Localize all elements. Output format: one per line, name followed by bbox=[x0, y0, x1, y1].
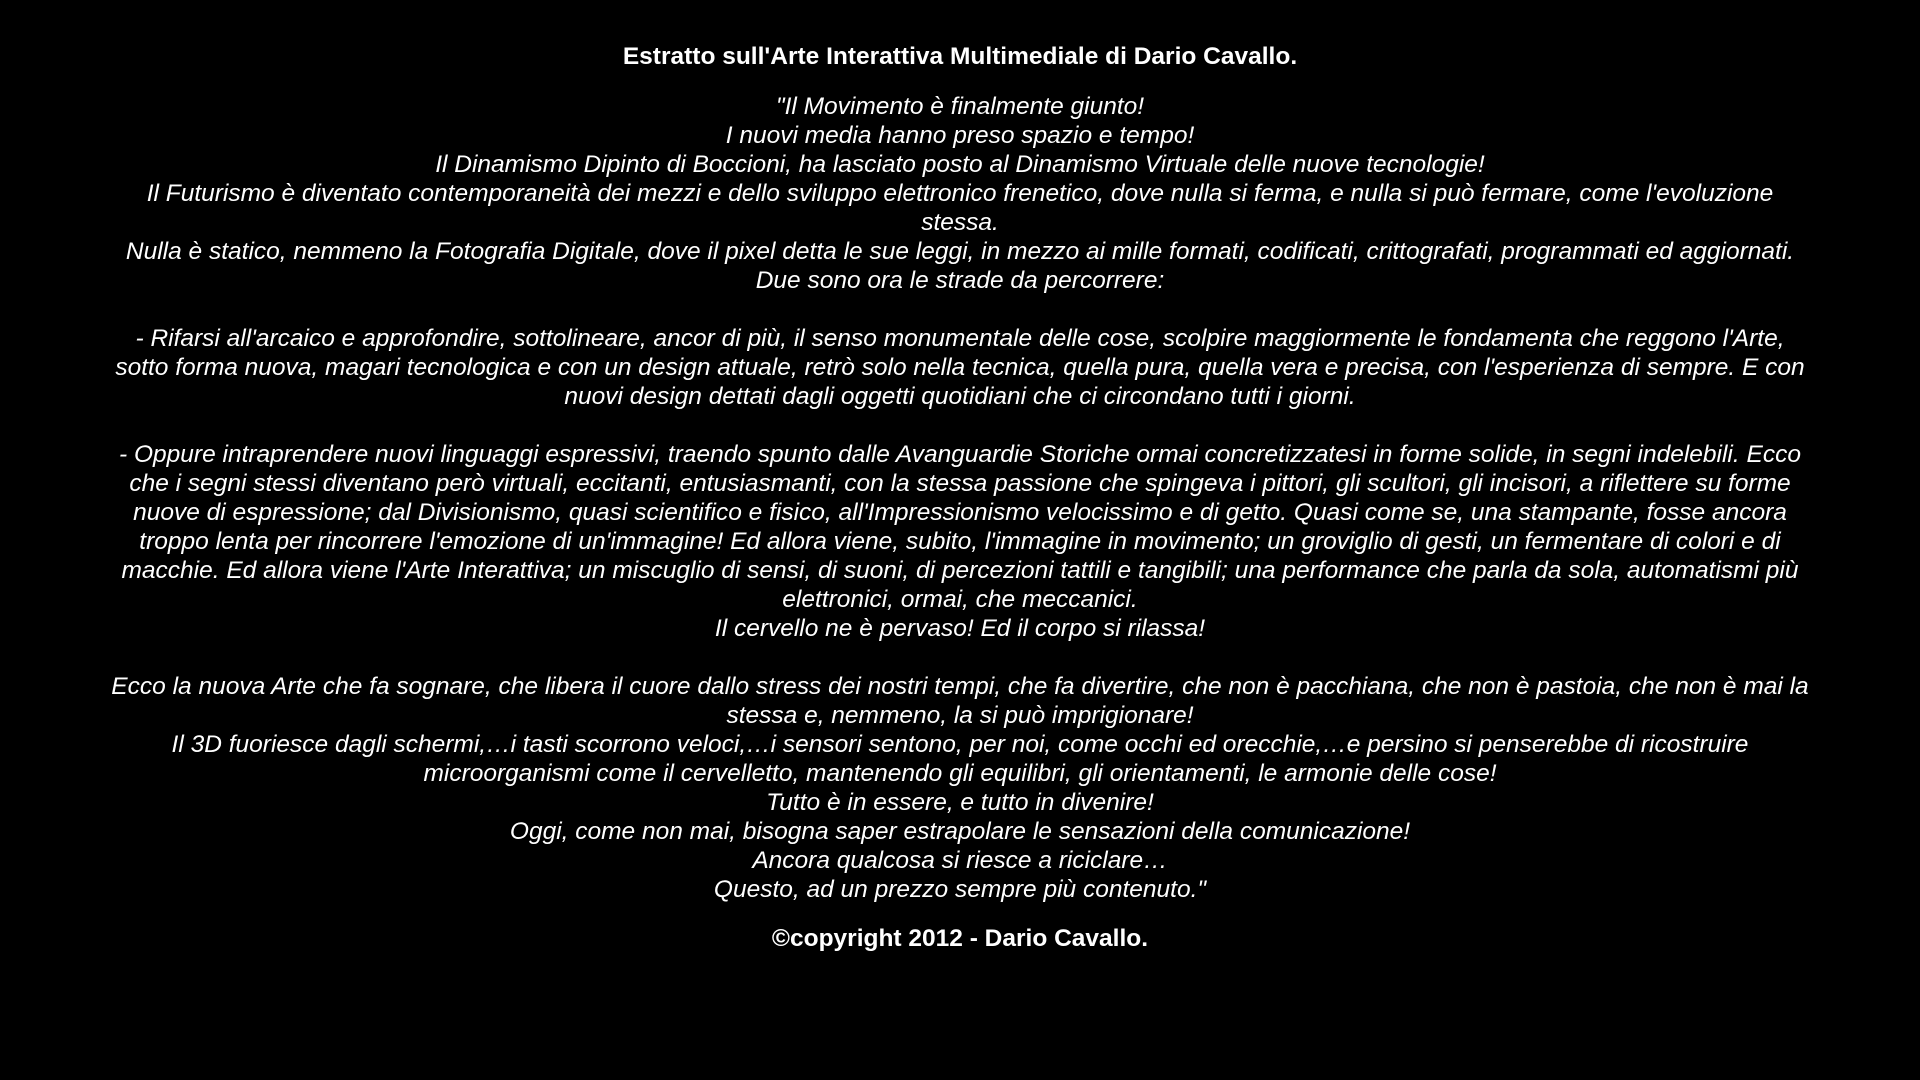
intro-line: Nulla è statico, nemmeno la Fotografia Digitale, dove il pixel detta le sue leggi, in mezzo ai mille formati, codificati, crittografati, programmati ed aggiornati. bbox=[125, 238, 1795, 265]
paragraph-gap bbox=[110, 295, 1810, 324]
closing-line: Tutto è in essere, e tutto in divenire! bbox=[766, 789, 1154, 816]
closing-line: Questo, ad un prezzo sempre più contenuto." bbox=[713, 876, 1207, 903]
intro-line: Il Dinamismo Dipinto di Boccioni, ha lasciato posto al Dinamismo Virtuale delle nuove tecnologie! bbox=[435, 151, 1485, 178]
paragraph-gap bbox=[110, 411, 1810, 440]
page-title: Estratto sull'Arte Interattiva Multimediale di Dario Cavallo. bbox=[622, 43, 1298, 70]
closing-line: Ecco la nuova Arte che fa sognare, che libera il cuore dallo stress dei nostri tempi, che fa divertire, che non è pacchiana, che non è pastoia, che non è mai la stessa e, nemmeno, la si può imprigionare! bbox=[111, 673, 1809, 729]
article-body bbox=[110, 92, 1810, 904]
intro-line: Il Futurismo è diventato contemporaneità dei mezzi e dello sviluppo elettronico frenetico, dove nulla si ferma, e nulla si può fermare, come l'evoluzione stessa. bbox=[146, 180, 1774, 236]
intro-line: "Il Movimento è finalmente giunto! bbox=[775, 93, 1145, 120]
intro-line: Due sono ora le strade da percorrere: bbox=[755, 267, 1165, 294]
closing-line: Oggi, come non mai, bisogna saper estrapolare le sensazioni della comunicazione! bbox=[509, 818, 1411, 845]
intro-line: I nuovi media hanno preso spazio e tempo! bbox=[725, 122, 1195, 149]
closing-line: Il 3D fuoriesce dagli schermi,…i tasti scorrono veloci,…i sensori sentono, per noi, come occhi ed orecchie,…e persino si penserebbe di ricostruire microorganismi come il cervelletto, mantenendo gli equilibri, gli orientamenti, le armonie delle cose! bbox=[171, 731, 1749, 787]
option-one-paragraph: - Rifarsi all'arcaico e approfondire, sottolineare, ancor di più, il senso monumentale delle cose, scolpire maggiormente le fondamenta che reggono l'Arte, sotto forma nuova, magari tecnologica e con un design attuale, retrò solo nella tecnica, quella pura, quella vera e precisa, con l'esperienza di sempre. E con nuovi design dettati dagli oggetti quotidiani che ci circondano tutti i giorni. bbox=[115, 325, 1805, 410]
copyright-notice: ©copyright 2012 - Dario Cavallo. bbox=[771, 925, 1149, 952]
closing-line: Ancora qualcosa si riesce a riciclare… bbox=[752, 847, 1168, 874]
option-two-line: Il cervello ne è pervaso! Ed il corpo si rilassa! bbox=[714, 615, 1206, 642]
paragraph-gap bbox=[110, 643, 1810, 672]
option-two-paragraph: - Oppure intraprendere nuovi linguaggi espressivi, traendo spunto dalle Avanguardie Storiche ormai concretizzatesi in forme solide, in segni indelebili. Ecco che i segni stessi diventano però virtuali, eccitanti, entusiasmanti, con la stessa passione che spingeva i pittori, gli scultori, gli incisori, a riflettere su forme nuove di espressione; dal Divisionismo, quasi scientifico e fisico, all'Impressionismo velocissimo e di getto. Quasi come se, una stampante, fosse ancora troppo lenta per rincorrere l'emozione di un'immagine! Ed allora viene, subito, l'immagine in movimento; un groviglio di gesti, un fermentare di colori e di macchie. Ed allora viene l'Arte Interattiva; un miscuglio di sensi, di suoni, di percezioni tattili e tangibili; una performance che parla da sola, automatismi più elettronici, ormai, che meccanici. bbox=[119, 441, 1801, 613]
